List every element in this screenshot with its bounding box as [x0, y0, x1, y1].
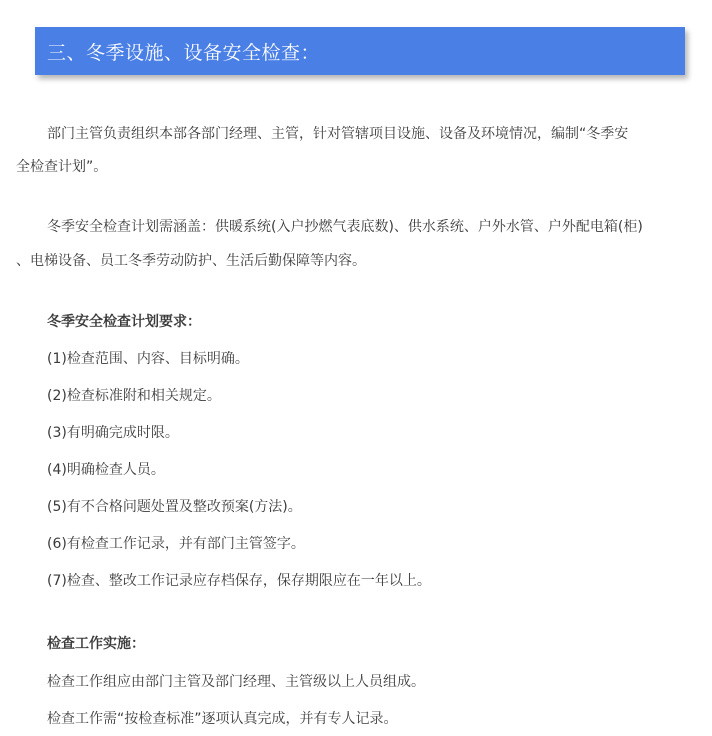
intro-paragraph-line-2: 全检查计划”。 — [16, 159, 108, 175]
requirement-item: (1)检查范围、内容、目标明确。 — [47, 351, 249, 367]
requirement-item: (6)有检查工作记录，并有部门主管签字。 — [47, 536, 305, 552]
requirement-item: (4)明确检查人员。 — [47, 462, 165, 478]
intro-paragraph-line-1: 部门主管负责组织本部各部门经理、主管，针对管辖项目设施、设备及环境情况，编制“冬季安 — [47, 126, 629, 142]
requirement-item: (7)检查、整改工作记录应存档保存，保存期限应在一年以上。 — [47, 573, 431, 589]
section-title: 三、冬季设施、设备安全检查： — [47, 41, 321, 64]
requirement-item: (2)检查标准附和相关规定。 — [47, 388, 221, 404]
requirements-heading: 冬季安全检查计划要求： — [47, 314, 201, 330]
section-header-bar — [35, 27, 685, 75]
scope-paragraph-line-1: 冬季安全检查计划需涵盖：供暖系统(入户抄燃气表底数)、供水系统、户外水管、户外配电箱(柜) — [47, 219, 643, 235]
implementation-item: 检查工作组应由部门主管及部门经理、主管级以上人员组成。 — [47, 674, 425, 690]
implementation-heading: 检查工作实施： — [47, 636, 145, 652]
requirement-item: (5)有不合格问题处置及整改预案(方法)。 — [47, 499, 302, 515]
implementation-item: 检查工作需“按检查标准”逐项认真完成，并有专人记录。 — [47, 711, 398, 727]
requirement-item: (3)有明确完成时限。 — [47, 425, 179, 441]
scope-paragraph-line-2: 、电梯设备、员工冬季劳动防护、生活后勤保障等内容。 — [16, 253, 366, 269]
